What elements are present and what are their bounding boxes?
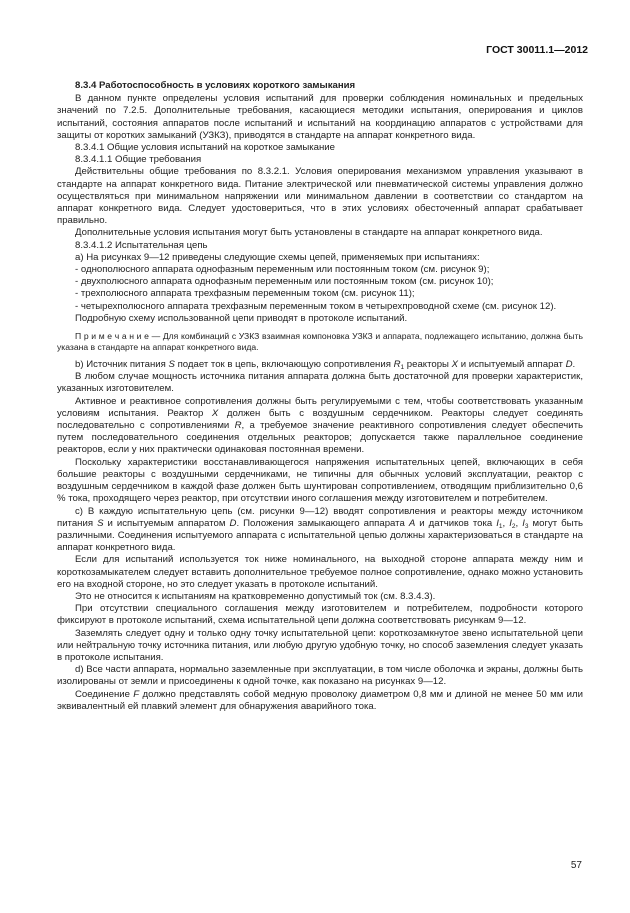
- paragraph-text: , а требуемое значение реактивного сопротивления следует обеспечить путем последовательного соединения отдельных реакторов; допускается также параллельное соединение реакторов, если у них практически одинаковая постоянная времени.: [57, 420, 583, 456]
- paragraph-grounding: Заземлять следует одну и только одну точку испытательной цепи: короткозамкнутое звено испытательной цепи или нейтральную точку источника питания, или любую другую удобную точку, но способ заземления следует указать в протоколе испытания.: [57, 627, 583, 663]
- item-b-text: .: [572, 359, 576, 371]
- list-item: - трехполюсного аппарата трехфазным переменным током (см. рисунок 11);: [75, 288, 415, 300]
- section-title: 8.3.4 Работоспособность в условиях короткого замыкания: [75, 80, 356, 91]
- standard-header: ГОСТ 30011.1—2012: [486, 44, 588, 56]
- paragraph-text: должно представлять собой медную проволоку диаметром 0,8 мм и длиной не менее 50 мм или эквивалентный ей плавкий элемент для обнаружения аварийного тока.: [57, 688, 583, 712]
- item-b-text: реакторы: [404, 359, 452, 371]
- symbol-x: X: [211, 407, 219, 419]
- item-c-text: . Положения замыкающего аппарата: [236, 517, 409, 529]
- list-item: - двухполюсного аппарата однофазным переменным или постоянным током (см. рисунок 10);: [75, 276, 494, 288]
- item-c-text: и испытуемым аппаратом: [103, 517, 230, 529]
- paragraph-active: [57, 396, 583, 457]
- item-b-text: b) Источник питания: [75, 359, 169, 371]
- note-label: П р и м е ч а н и е: [75, 331, 149, 342]
- paragraph-not-apply: Это не относится к испытаниям на кратковременно допустимый ток (см. 8.3.4.3).: [75, 590, 436, 602]
- symbol-x: X: [451, 359, 459, 371]
- separator: ,: [502, 517, 510, 529]
- separator: ,: [515, 517, 523, 529]
- subscript: 2: [511, 522, 516, 530]
- subscript: 1: [400, 364, 405, 372]
- symbol-i: I: [496, 517, 499, 529]
- item-c-text: с) В каждую испытательную цепь (см. рисунки 9—12) вводят сопротивления и реакторы между источником питания: [57, 505, 583, 529]
- subscript: 3: [524, 522, 529, 530]
- paragraph-connection-f: [57, 689, 583, 713]
- paragraph-text: Активное и реактивное сопротивления должны быть регулируемыми с тем, чтобы соответствовать указанным условиям испытания. Реактор: [57, 395, 583, 419]
- item-b: [57, 359, 583, 371]
- symbol-i: I: [522, 517, 525, 529]
- item-d: d) Все части аппарата, нормально заземленные при эксплуатации, в том числе оболочка и экраны, должны быть изолированы от земли и присоединены к одной точке, как показано на рисунках 9—12.: [57, 664, 583, 688]
- symbol-s: S: [97, 517, 104, 529]
- section-intro: В данном пункте определены условия испытаний для проверки соблюдения номинальных и предельных значений по 7.2.5. Дополнительные требования, касающиеся методики испытания, оперирования и циклов испытаний, состояния аппаратов после испытаний и испытаний на координацию аппаратов с устройствами для защиты от коротких замыканий (УЗКЗ), приводятся в стандарте на аппарат конкретного вида.: [57, 93, 583, 141]
- symbol-d: D: [229, 517, 237, 529]
- paragraph-additional: Дополнительные условия испытания могут быть установлены в стандарте на аппарат конкретного вида.: [75, 227, 543, 239]
- item-c: [57, 506, 583, 555]
- subsection-83412: 8.3.4.1.2 Испытательная цепь: [75, 239, 208, 251]
- paragraph-text: должен быть с воздушным сердечником. Реакторы следует соединять последовательно с сопротивлениями: [57, 407, 583, 432]
- symbol-f: F: [133, 688, 140, 700]
- item-b-text: и испытуемый аппарат: [458, 359, 566, 371]
- paragraph-text: Соединение: [75, 688, 134, 700]
- paragraph-recovery: Поскольку характеристики восстанавливающегося напряжения испытательных цепей, включающих в себя большие реакторы с воздушными сердечниками, не типичны для обычных условий эксплуатации, реактор с воздушным сердечником в каждой фазе должен быть шунтирован сопротивлением, отводящим приблизительно 0,6 % тока, проходящего через реактор, при отсутствии иного соглашения между изготовителем и потребителем.: [57, 456, 583, 505]
- item-c-text: и датчиков тока: [415, 517, 497, 529]
- subscript: 1: [498, 522, 503, 530]
- symbol-r: R: [234, 420, 242, 432]
- symbol-a: А: [408, 517, 416, 529]
- paragraph-general: Действительны общие требования по 8.3.2.1. Условия оперирования механизмом управления указывают в стандарте на аппарат конкретного вида. Питание электрической или пневматической системы управления должно осуществляться при минимальном напряжении или минимальном давлении в соответствии со стандартом на аппарат конкретного вида. Следует удостовериться, что в этих условиях обесточенный аппарат срабатывает правильно.: [57, 166, 583, 227]
- page-number: 57: [570, 860, 582, 871]
- symbol-i: I: [509, 517, 512, 529]
- item-a: а) На рисунках 9—12 приведены следующие схемы цепей, применяемых при испытаниях:: [75, 251, 480, 263]
- subsection-8341: 8.3.4.1 Общие условия испытаний на короткое замыкание: [75, 142, 336, 154]
- paragraph-scheme: Подробную схему использованной цепи приводят в протоколе испытаний.: [75, 312, 408, 324]
- item-b-text: подает ток в цепь, включающую сопротивления: [174, 359, 394, 371]
- note: [57, 331, 583, 353]
- symbol-r: R: [393, 359, 401, 371]
- document-body: [57, 80, 583, 713]
- note-text: — Для комбинаций с УЗКЗ взаимная компоновка УЗКЗ и аппарата, подлежащего испытанию, должна быть указана в стандарте на аппарат конкретного вида.: [57, 331, 584, 353]
- paragraph-lower-current: Если для испытаний используется ток ниже номинального, на выходной стороне аппарата между ним и короткозамыкателем следует вставить дополнительное требуемое полное сопротивление, однако можно установить его на входной стороне, но это следует указать в протоколе испытаний.: [57, 554, 583, 590]
- list-item: - четырехполюсного аппарата трехфазным переменным током в четырехпроводной схеме (см. рисунок 12).: [75, 300, 557, 312]
- item-c-text: могут быть различными. Соединения испытуемого аппарата с испытательной цепью должны характеризоваться в стандарте на аппарат конкретного вида.: [57, 517, 583, 554]
- paragraph-power: В любом случае мощность источника питания аппарата должна быть достаточной для проверки характеристик, указанных изготовителем.: [57, 371, 583, 395]
- symbol-s: S: [168, 359, 175, 371]
- subsection-83411: 8.3.4.1.1 Общие требования: [75, 154, 202, 166]
- list-item: - однополюсного аппарата однофазным переменным или постоянным током (см. рисунок 9);: [75, 264, 490, 276]
- symbol-d: D: [565, 359, 573, 371]
- paragraph-absence: При отсутствии специального соглашения между изготовителем и потребителем, подробности которого фиксируют в протоколе испытаний, схема испытательной цепи должна соответствовать рисункам 9—12.: [57, 603, 583, 627]
